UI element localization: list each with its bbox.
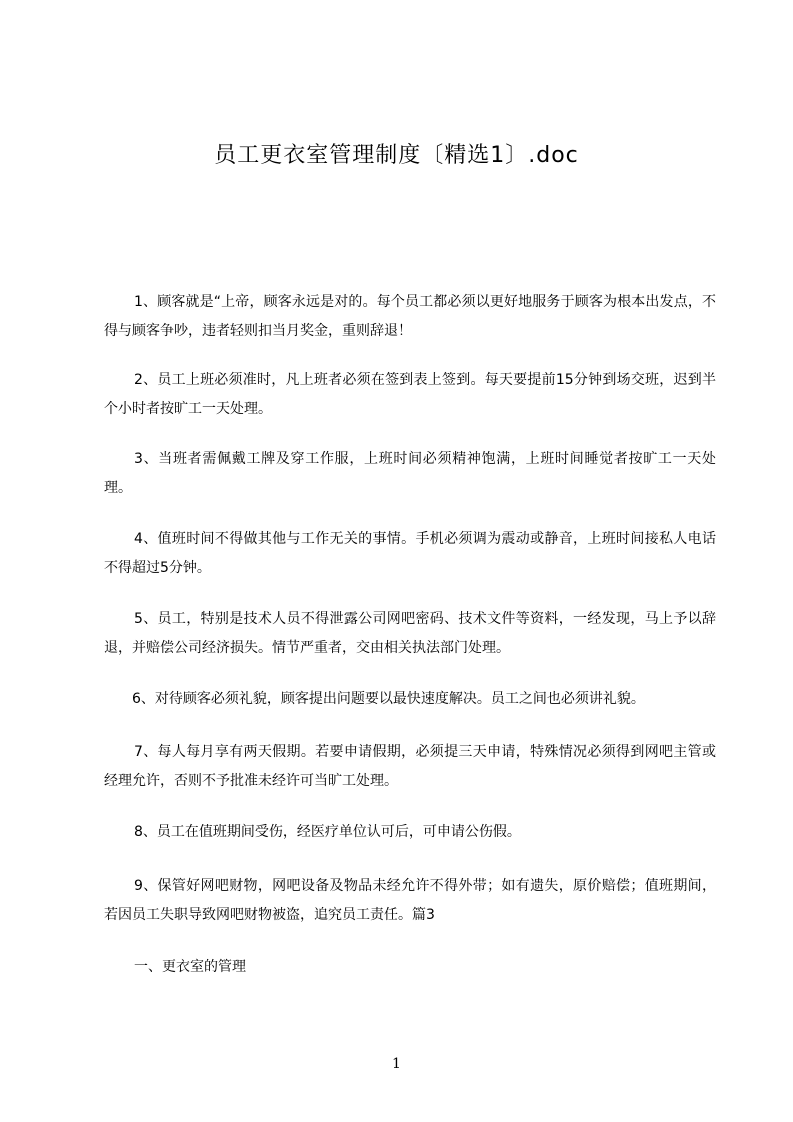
paragraph-4: 4、值班时间不得做其他与工作无关的事情。手机必须调为震动或静音，上班时间接私人电话不得超过5分钟。 xyxy=(104,531,716,576)
paragraph-3: 3、当班者需佩戴工牌及穿工作服，上班时间必须精神饱满，上班时间睡觉者按旷工一天处理。 xyxy=(104,451,716,496)
paragraph-7: 7、每人每月享有两天假期。若要申请假期，必须提三天申请，特殊情况必须得到网吧主管或经理允许，否则不予批准未经许可当旷工处理。 xyxy=(104,744,716,789)
paragraph-8: 8、员工在值班期间受伤，经医疗单位认可后，可申请公伤假。 xyxy=(134,824,521,840)
page-number: 1 xyxy=(392,1056,401,1072)
paragraph-2: 2、员工上班必须准时，凡上班者必须在签到表上签到。每天要提前15分钟到场交班，迟到半个小时者按旷工一天处理。 xyxy=(104,372,716,417)
paragraph-9: 9、保管好网吧财物，网吧设备及物品未经允许不得外带；如有遗失，原价赔偿；值班期间，若因员工失职导致网吧财物被盗，追究员工责任。篇3 xyxy=(104,878,716,923)
paragraph-1: 1、顾客就是“上帝，顾客永远是对的。每个员工都必须以更好地服务于顾客为根本出发点，不得与顾客争吵，违者轻则扣当月奖金，重则辞退！ xyxy=(104,294,716,339)
paragraph-5: 5、员工，特别是技术人员不得泄露公司网吧密码、技术文件等资料，一经发现，马上予以辞退，并赔偿公司经济损失。情节严重者，交由相关执法部门处理。 xyxy=(104,611,716,656)
document-title: 员工更衣室管理制度〔精选1〕.doc xyxy=(214,143,579,168)
section-heading: 一、更衣室的管理 xyxy=(134,959,246,975)
paragraph-6: 6、对待顾客必须礼貌，顾客提出问题要以最快速度解决。员工之间也必须讲礼貌。 xyxy=(132,691,645,707)
